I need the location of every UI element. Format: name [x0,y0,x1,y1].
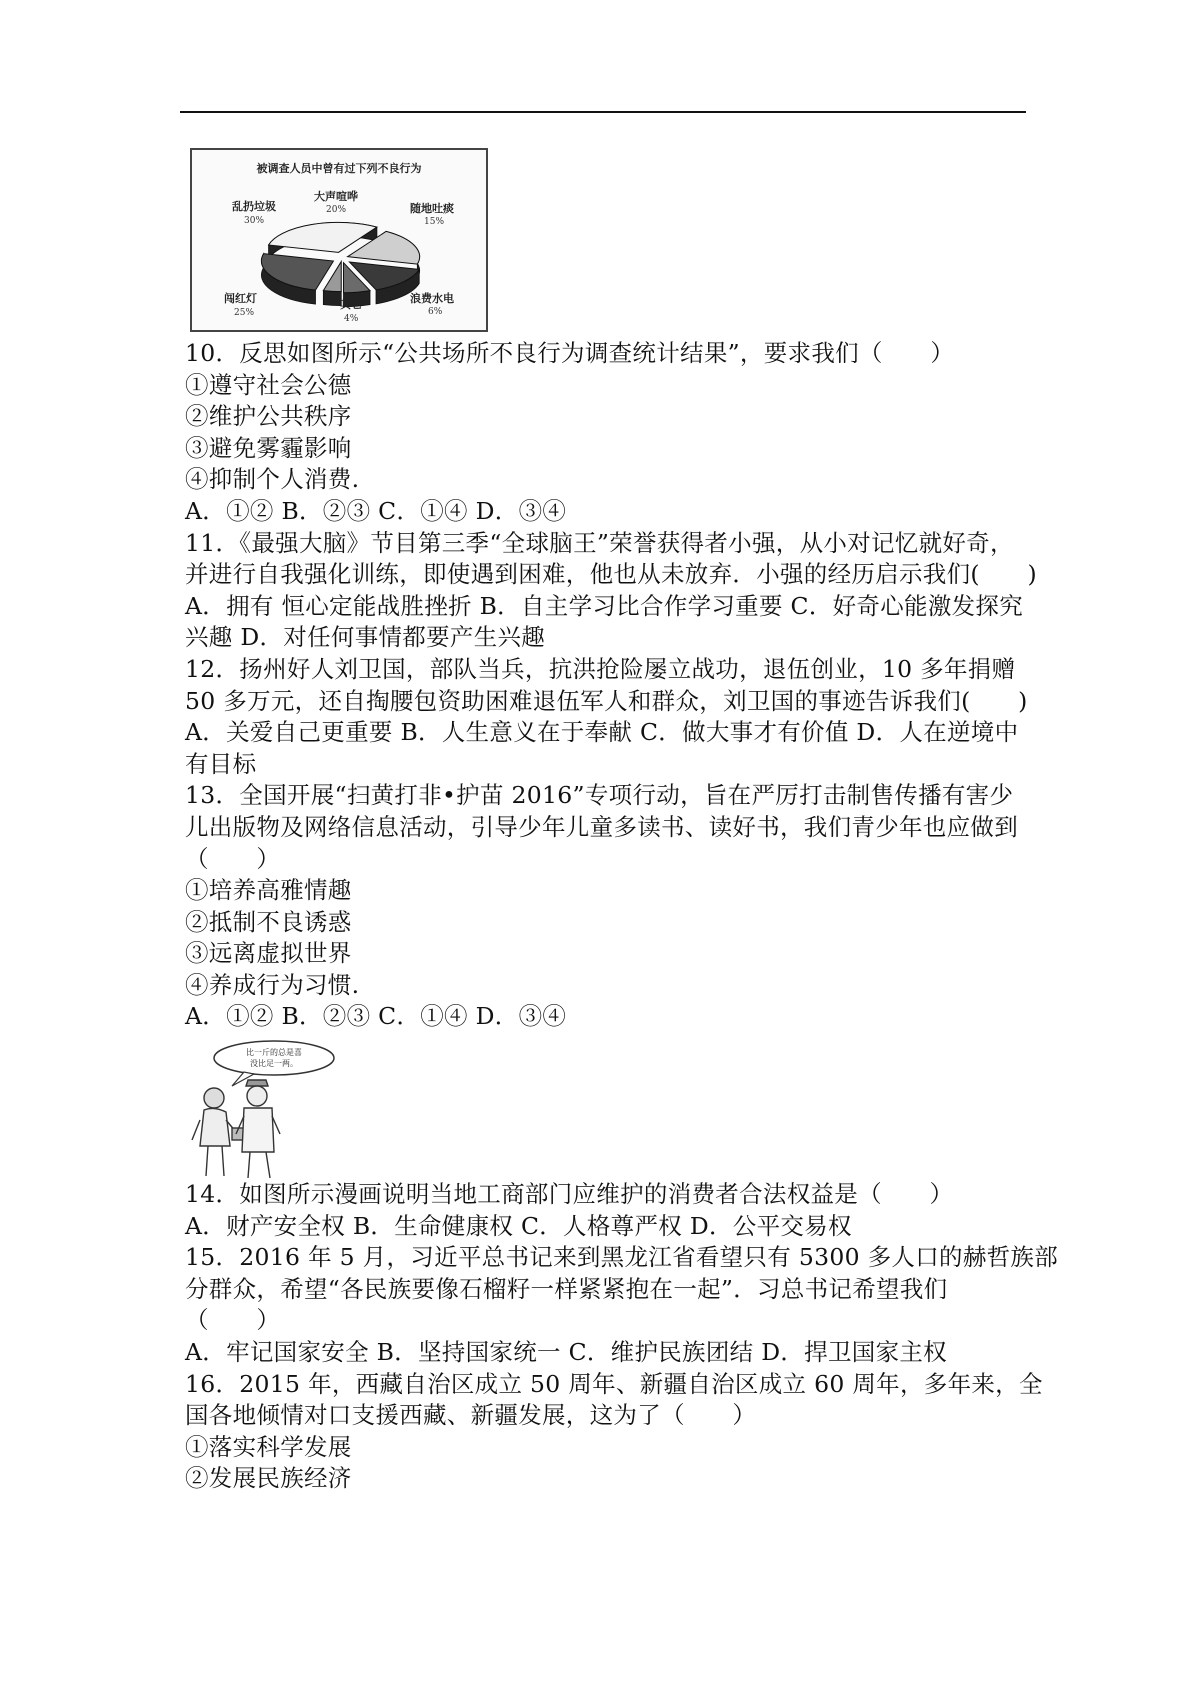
q10-stem: 10．反思如图所示“公共场所不良行为调查统计结果”，要求我们（ ） [185,339,955,367]
q13-line-3: （ ） [185,844,281,873]
slice-label-pct: 6% [428,307,443,317]
q13-item-2: ②抵制不良诱惑 [185,907,352,936]
q12-line-2: 50 多万元，还自掏腰包资助困难退伍军人和群众，刘卫国的事迹告诉我们( ) [185,686,1028,715]
slice-label-1 [314,189,358,215]
q12-line-3: A．关爱自己更重要 B．人生意义在于奉献 C．做大事才有价值 D．人在逆境中 [185,718,1019,747]
q16-line-1: 16．2015 年，西藏自治区成立 50 周年、新疆自治区成立 60 周年，多年来，全 [185,1369,1043,1398]
q13-item-1: ①培养高雅情趣 [185,876,352,905]
slice-label-name: 乱扔垃圾 [232,200,276,213]
q10-item-2: ②维护公共秩序 [185,402,352,431]
q13-item-3: ③远离虚拟世界 [185,939,352,968]
q11-line-3: A．拥有 恒心定能战胜挫折 B．自主学习比合作学习重要 C．好奇心能激发探究 [185,591,1024,620]
q12-line-4: 有目标 [185,749,257,778]
question-content [185,338,1059,1495]
bubble-text-line2: 没比足一两。 [250,1059,298,1068]
slice-label-5 [224,291,257,318]
q13-line-1: 13．全国开展“扫黄打非•护苗 2016”专项行动，旨在严厉打击制售传播有害少 [185,781,1014,810]
q15-options: A．牢记国家安全 B．坚持国家统一 C．维护民族团结 D．捍卫国家主权 [185,1338,947,1367]
q14-options: A．财产安全权 B．生命健康权 C．人格尊严权 D．公平交易权 [185,1211,852,1240]
slice-label-pct: 4% [344,314,359,324]
slice-label-name: 浪费水电 [410,292,454,305]
q15-line-2: 分群众，希望“各民族要像石榴籽一样紧紧抱在一起”．习总书记希望我们 [185,1274,948,1303]
slice-label-2 [410,201,454,227]
q10-options: A．①② B．②③ C．①④ D．③④ [185,496,567,525]
q13-options: A．①② B．②③ C．①④ D．③④ [185,1002,567,1031]
q11-line-4: 兴趣 D．对任何事情都要产生兴趣 [185,623,546,652]
q11-line-1: 11．《最强大脑》节目第三季“全球脑王”荣誉获得者小强，从小对记忆就好奇， [185,528,1014,557]
slice-label-3 [410,291,454,317]
chart-title: 被调查人员中曾有过下列不良行为 [256,162,422,175]
slice-label-name: 大声喧哗 [314,190,358,203]
bubble-text-line1: 比一斤的总是喜 [246,1048,302,1057]
q15-line-3: （ ） [185,1306,281,1335]
survey-pie-chart [190,148,488,332]
slice-label-pct: 30% [244,216,265,226]
pie-chart-svg [192,150,486,330]
q13-item-4: ④养成行为习惯. [185,970,360,999]
q12-line-1: 12．扬州好人刘卫国，部队当兵，抗洪抢险屡立战功，退伍创业，10 多年捐赠 [185,654,1016,683]
q16-item-2: ②发展民族经济 [185,1464,352,1493]
slice-label-name: 其它 [340,298,362,311]
q10-item-4: ④抑制个人消费. [185,465,360,494]
cartoon-spacer [185,1033,1035,1179]
slice-label-0 [232,199,276,226]
q16-line-2: 国各地倾情对口支援西藏、新疆发展，这为了（ ） [185,1401,757,1430]
pie-slices [261,222,419,306]
q15-line-1: 15．2016 年 5 月，习近平总书记来到黑龙江省看望只有 5300 多人口的赫哲族部 [185,1243,1059,1272]
q10-item-3: ③避免雾霾影响 [185,433,352,462]
slice-label-pct: 20% [326,205,347,215]
header-rule [180,111,1026,113]
slice-label-4 [340,297,362,324]
q16-item-1: ①落实科学发展 [185,1432,352,1461]
q10-item-1: ①遵守社会公德 [185,370,352,399]
slice-label-pct: 25% [234,308,255,318]
slice-label-pct: 15% [424,217,445,227]
q14-stem: 14．如图所示漫画说明当地工商部门应维护的消费者合法权益是（ ） [185,1180,954,1209]
slice-label-name: 随地吐痰 [410,202,454,215]
q11-line-2: 并进行自我强化训练，即使遇到困难，他也从未放弃．小强的经历启示我们( ) [185,560,1037,589]
q13-line-2: 儿出版物及网络信息活动，引导少年儿童多读书、读好书，我们青少年也应做到 [185,812,1018,841]
slice-label-name: 闯红灯 [224,292,257,305]
pie-slice-side [323,291,341,306]
